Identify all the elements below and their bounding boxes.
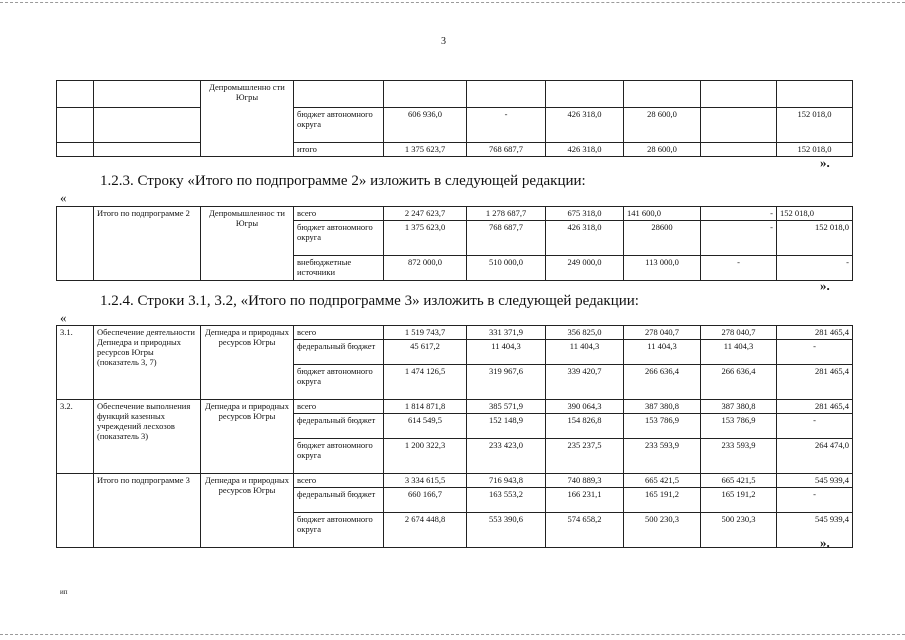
executor-cell: Депнедра и природных ресурсов Югры: [201, 400, 294, 474]
closing-quote-2: ».: [820, 278, 830, 293]
value-cell: 152 018,0: [777, 108, 853, 143]
value-cell: 716 943,8: [467, 474, 546, 488]
value-cell: 606 936,0: [384, 108, 467, 143]
value-cell: [701, 143, 777, 157]
value-cell: 387 380,8: [624, 400, 701, 414]
table-cell: [57, 207, 94, 281]
value-cell: -: [701, 221, 777, 256]
value-cell: 665 421,5: [701, 474, 777, 488]
value-cell: 152 018,0: [777, 143, 853, 157]
value-cell: 1 375 623,0: [384, 221, 467, 256]
value-cell: 387 380,8: [701, 400, 777, 414]
value-cell: 660 166,7: [384, 488, 467, 513]
opening-quote-3: «: [60, 310, 67, 325]
value-cell: 574 658,2: [546, 513, 624, 548]
value-cell: 152 018,0: [777, 207, 853, 221]
value-cell: 28 600,0: [624, 108, 701, 143]
program-name-cell: Обеспечение деятельности Депнедра и природных ресурсов Югры (показатель 3, 7): [94, 326, 201, 400]
table-cell: [57, 143, 94, 157]
value-cell: 1 278 687,7: [467, 207, 546, 221]
value-cell: 319 967,6: [467, 365, 546, 400]
value-cell: 740 889,3: [546, 474, 624, 488]
value-cell: 11 404,3: [467, 340, 546, 365]
footer-mark: ип: [60, 588, 68, 596]
value-cell: 510 000,0: [467, 256, 546, 281]
closing-quote-3: ».: [820, 535, 830, 550]
source-cell: бюджет автономного округа: [294, 365, 384, 400]
value-cell: 545 939,4: [777, 474, 853, 488]
source-cell: итого: [294, 143, 384, 157]
value-cell: 45 617,2: [384, 340, 467, 365]
program-name-cell: Итого по подпрограмме 2: [94, 207, 201, 281]
value-cell: 1 519 743,7: [384, 326, 467, 340]
table-cell: [384, 81, 467, 108]
value-cell: 385 571,9: [467, 400, 546, 414]
value-cell: 426 318,0: [546, 108, 624, 143]
value-cell: 768 687,7: [467, 143, 546, 157]
value-cell: 165 191,2: [624, 488, 701, 513]
value-cell: 281 465,4: [777, 400, 853, 414]
value-cell: 152 018,0: [777, 221, 853, 256]
source-cell: бюджет автономного округа: [294, 221, 384, 256]
table-cell: [294, 81, 384, 108]
value-cell: 500 230,3: [624, 513, 701, 548]
value-cell: 665 421,5: [624, 474, 701, 488]
value-cell: 356 825,0: [546, 326, 624, 340]
value-cell: -: [777, 488, 853, 513]
value-cell: 426 318,0: [546, 143, 624, 157]
table-row: [57, 143, 853, 157]
value-cell: 545 939,4: [777, 513, 853, 548]
source-cell: всего: [294, 474, 384, 488]
value-cell: 675 318,0: [546, 207, 624, 221]
source-cell: всего: [294, 400, 384, 414]
row-number-cell: 3.2.: [57, 400, 94, 474]
table-subprogram-3: [56, 325, 853, 548]
value-cell: 163 553,2: [467, 488, 546, 513]
executor-cell: Депнедра и природных ресурсов Югры: [201, 474, 294, 548]
value-cell: 331 371,9: [467, 326, 546, 340]
opening-quote-2: «: [60, 190, 67, 205]
value-cell: 233 593,9: [624, 439, 701, 474]
value-cell: -: [701, 207, 777, 221]
value-cell: 281 465,4: [777, 326, 853, 340]
value-cell: 266 636,4: [624, 365, 701, 400]
table-row: [57, 108, 853, 143]
table-cell: [94, 108, 201, 143]
source-cell: федеральный бюджет: [294, 340, 384, 365]
value-cell: 154 826,8: [546, 414, 624, 439]
value-cell: 235 237,5: [546, 439, 624, 474]
source-cell: федеральный бюджет: [294, 488, 384, 513]
source-cell: бюджет автономного округа: [294, 513, 384, 548]
value-cell: 614 549,5: [384, 414, 467, 439]
value-cell: 28600: [624, 221, 701, 256]
value-cell: 113 000,0: [624, 256, 701, 281]
value-cell: 2 247 623,7: [384, 207, 467, 221]
value-cell: 2 674 448,8: [384, 513, 467, 548]
row-number-cell: 3.1.: [57, 326, 94, 400]
table-row: [57, 474, 853, 488]
value-cell: [701, 108, 777, 143]
page-number: 3: [441, 36, 446, 47]
table-cell: [94, 143, 201, 157]
value-cell: 141 600,0: [624, 207, 701, 221]
value-cell: 28 600,0: [624, 143, 701, 157]
value-cell: -: [701, 256, 777, 281]
value-cell: 281 465,4: [777, 365, 853, 400]
source-cell: внебюджетные источники: [294, 256, 384, 281]
source-cell: бюджет автономного округа: [294, 439, 384, 474]
table-row: [57, 400, 853, 414]
source-cell: федеральный бюджет: [294, 414, 384, 439]
source-cell: всего: [294, 207, 384, 221]
value-cell: 233 423,0: [467, 439, 546, 474]
program-name-cell: Обеспечение выполнения функций казенных учреждений лесхозов (показатель 3): [94, 400, 201, 474]
table-row: [57, 326, 853, 340]
value-cell: 872 000,0: [384, 256, 467, 281]
row-number-cell: [57, 474, 94, 548]
value-cell: 278 040,7: [701, 326, 777, 340]
value-cell: 1 474 126,5: [384, 365, 467, 400]
value-cell: 553 390,6: [467, 513, 546, 548]
table-cell: [624, 81, 701, 108]
value-cell: 153 786,9: [624, 414, 701, 439]
table-row: [57, 207, 853, 221]
program-name-cell: Итого по подпрограмме 3: [94, 474, 201, 548]
value-cell: 266 636,4: [701, 365, 777, 400]
value-cell: 166 231,1: [546, 488, 624, 513]
section-heading-1-2-3: 1.2.3. Строку «Итого по подпрограмме 2» изложить в следующей редакции:: [100, 173, 586, 189]
executor-cell: Депнедра и природных ресурсов Югры: [201, 326, 294, 400]
value-cell: 500 230,3: [701, 513, 777, 548]
value-cell: -: [777, 256, 853, 281]
table-subprogram-2-total: [56, 206, 853, 281]
table-cell: [777, 81, 853, 108]
value-cell: 426 318,0: [546, 221, 624, 256]
value-cell: 153 786,9: [701, 414, 777, 439]
value-cell: -: [467, 108, 546, 143]
value-cell: 11 404,3: [546, 340, 624, 365]
value-cell: 768 687,7: [467, 221, 546, 256]
value-cell: 1 814 871,8: [384, 400, 467, 414]
table-cell: [57, 108, 94, 143]
value-cell: 3 334 615,5: [384, 474, 467, 488]
value-cell: 264 474,0: [777, 439, 853, 474]
value-cell: 165 191,2: [701, 488, 777, 513]
scan-edge-top: [0, 2, 905, 3]
source-cell: всего: [294, 326, 384, 340]
value-cell: 11 404,3: [701, 340, 777, 365]
table-subprogram-1-tail: [56, 80, 853, 157]
scan-edge-bottom: [0, 634, 905, 635]
value-cell: 1 375 623,7: [384, 143, 467, 157]
value-cell: 339 420,7: [546, 365, 624, 400]
value-cell: 11 404,3: [624, 340, 701, 365]
value-cell: -: [777, 414, 853, 439]
table-cell: [701, 81, 777, 108]
executor-cell: Депромышленно сти Югры: [201, 81, 294, 157]
table-cell: [94, 81, 201, 108]
source-cell: бюджет автономного округа: [294, 108, 384, 143]
section-heading-1-2-4: 1.2.4. Строки 3.1, 3.2, «Итого по подпрограмме 3» изложить в следующей редакции:: [100, 293, 639, 309]
value-cell: 278 040,7: [624, 326, 701, 340]
value-cell: 390 064,3: [546, 400, 624, 414]
value-cell: 249 000,0: [546, 256, 624, 281]
table-cell: [467, 81, 546, 108]
executor-cell: Депромышленнос ти Югры: [201, 207, 294, 281]
value-cell: -: [777, 340, 853, 365]
value-cell: 1 200 322,3: [384, 439, 467, 474]
table-cell: [546, 81, 624, 108]
closing-quote-1: ».: [820, 155, 830, 170]
value-cell: 233 593,9: [701, 439, 777, 474]
table-cell: [57, 81, 94, 108]
value-cell: 152 148,9: [467, 414, 546, 439]
